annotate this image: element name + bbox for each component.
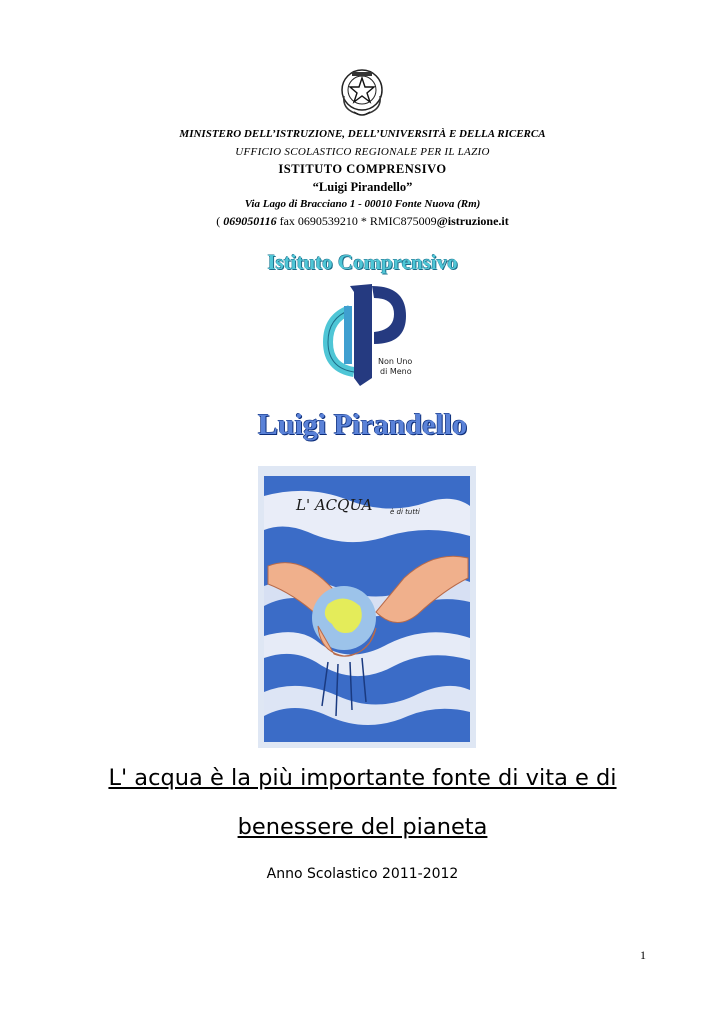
- drawing-caption-main: L' ACQUA: [296, 496, 373, 514]
- contact-line: [0, 214, 725, 229]
- logo-motto-line2: di Meno: [380, 367, 412, 376]
- drawing-caption-small: è di tutti: [390, 508, 420, 516]
- school-logo: [310, 282, 428, 394]
- institute-heading: Istituto Comprensivo: [267, 250, 458, 274]
- email-domain: @istruzione.it: [436, 214, 509, 228]
- ministry-line: MINISTERO DELL’ISTRUZIONE, DELL’UNIVERSITÀ E DELLA RICERCA: [179, 128, 546, 140]
- school-year: Anno Scolastico 2011-2012: [266, 866, 459, 882]
- water-drawing-image: [258, 466, 476, 748]
- school-name-heading: Luigi Pirandello: [257, 408, 468, 441]
- page-number: 1: [640, 948, 646, 962]
- fax-number: fax 0690539210 *: [279, 214, 367, 228]
- phone-prefix: (: [216, 214, 221, 228]
- document-title-line2: benessere del pianeta: [237, 814, 488, 840]
- institute-line: ISTITUTO COMPRENSIVO: [278, 162, 447, 176]
- republic-emblem-icon: [338, 66, 386, 118]
- address-line: Via Lago di Bracciano 1 - 00010 Fonte Nuova (Rm): [244, 198, 481, 210]
- document-title-line1: L' acqua è la più importante fonte di vita e di: [108, 765, 617, 791]
- regional-office-line: UFFICIO SCOLASTICO REGIONALE PER IL LAZIO: [235, 146, 490, 158]
- logo-motto-line1: Non Uno: [378, 357, 413, 366]
- school-name-line: “Luigi Pirandello”: [312, 180, 413, 194]
- phone-number: 069050116: [223, 214, 277, 228]
- email-code: RMIC875009: [369, 214, 437, 228]
